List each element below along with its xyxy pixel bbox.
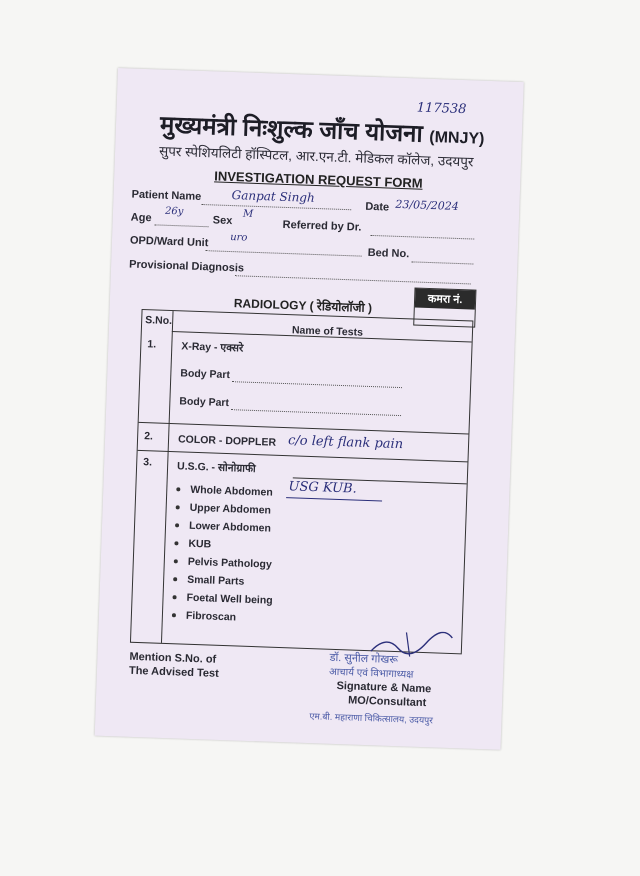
bullet-icon (174, 541, 178, 545)
opd-ward-label: OPD/Ward Unit (129, 234, 209, 250)
row2-test-name: COLOR - DOPPLER (177, 433, 277, 449)
usg-option: Fibroscan (172, 609, 237, 623)
bullet-icon (174, 559, 178, 563)
row3-test-name: U.S.G. - सोनोग्राफी (176, 460, 256, 476)
tests-table (130, 309, 473, 654)
bullet-icon (176, 506, 180, 510)
row2-clinical-note: c/o left flank pain (287, 433, 404, 453)
bullet-icon (172, 595, 176, 599)
usg-option: Upper Abdomen (175, 501, 271, 516)
row1-number: 1. (147, 338, 157, 351)
column-header-sno: S.No. (145, 314, 173, 328)
body-part-2-label: Body Part (179, 395, 230, 410)
usg-option: Lower Abdomen (175, 519, 271, 534)
referred-by-label: Referred by Dr. (282, 218, 362, 234)
usg-option: Pelvis Pathology (174, 555, 272, 570)
form-title: INVESTIGATION REQUEST FORM (214, 168, 423, 191)
doctor-stamp-institution: एम.बी. महाराणा चिकित्सालय, उदयपुर (309, 711, 434, 726)
row1-test-name: X-Ray - एक्सरे (181, 340, 244, 355)
row3-clinical-note: USG KUB. (288, 479, 357, 497)
section-title: RADIOLOGY ( रेडियोलॉजी ) (233, 296, 373, 316)
usg-option: Whole Abdomen (176, 483, 273, 498)
row3-note-underline (286, 497, 382, 501)
bullet-icon (172, 613, 176, 617)
usg-option: Small Parts (173, 573, 245, 587)
serial-number-handwritten: 117538 (416, 100, 467, 118)
date-value: 23/05/2024 (395, 197, 460, 213)
row3-number: 3. (143, 456, 153, 469)
doctor-stamp-designation: आचार्य एवं विभागाध्यक्ष (328, 666, 414, 681)
patient-name-label: Patient Name (131, 188, 202, 203)
row2-number: 2. (143, 430, 154, 443)
opd-ward-value: uro (229, 232, 248, 244)
mention-sno-line1: Mention S.No. of (129, 650, 217, 666)
sex-value: M (242, 208, 254, 220)
usg-option: Foetal Well being (172, 591, 273, 606)
provisional-diagnosis-line (235, 275, 471, 284)
bullet-icon (173, 577, 177, 581)
mention-sno-line2: The Advised Test (128, 664, 219, 680)
bed-no-line (411, 261, 473, 264)
body-part-2-line (231, 409, 401, 416)
referred-by-line (370, 235, 474, 240)
bullet-icon (175, 523, 179, 527)
signature-scribble (366, 629, 457, 662)
opd-ward-line (206, 250, 362, 256)
scheme-title: मुख्यमंत्री निःशुल्क जाँच योजना (159, 111, 424, 148)
scheme-abbr: (MNJY) (428, 128, 485, 148)
patient-name-value: Ganpat Singh (231, 188, 315, 205)
age-value: 26y (164, 205, 184, 218)
bed-no-label: Bed No. (367, 246, 410, 261)
signature-label: Signature & Name (336, 680, 432, 696)
request-form-paper (95, 68, 524, 750)
hospital-name: सुपर स्पेशियलिटी हॉस्पिटल, आर.एन.टी. मेडिकल कॉलेज, उदयपुर (158, 143, 474, 170)
room-number-label: कमरा नं. (415, 289, 476, 310)
column-header-tests: Name of Tests (291, 324, 364, 339)
table-column-divider (161, 311, 174, 643)
bullet-icon (176, 488, 180, 492)
sex-label: Sex (212, 214, 233, 228)
patient-name-line (201, 204, 351, 210)
provisional-diagnosis-label: Provisional Diagnosis (128, 258, 245, 275)
usg-option: KUB (174, 537, 211, 550)
row1-divider (139, 422, 469, 435)
age-label: Age (130, 211, 152, 225)
age-line (155, 224, 209, 227)
doctor-stamp-name: डॉ. सुनील गोखरू (329, 651, 399, 667)
body-part-1-label: Body Part (180, 367, 231, 382)
body-part-1-line (232, 381, 402, 388)
date-label: Date (365, 200, 390, 214)
mo-consultant-label: MO/Consultant (347, 694, 427, 710)
